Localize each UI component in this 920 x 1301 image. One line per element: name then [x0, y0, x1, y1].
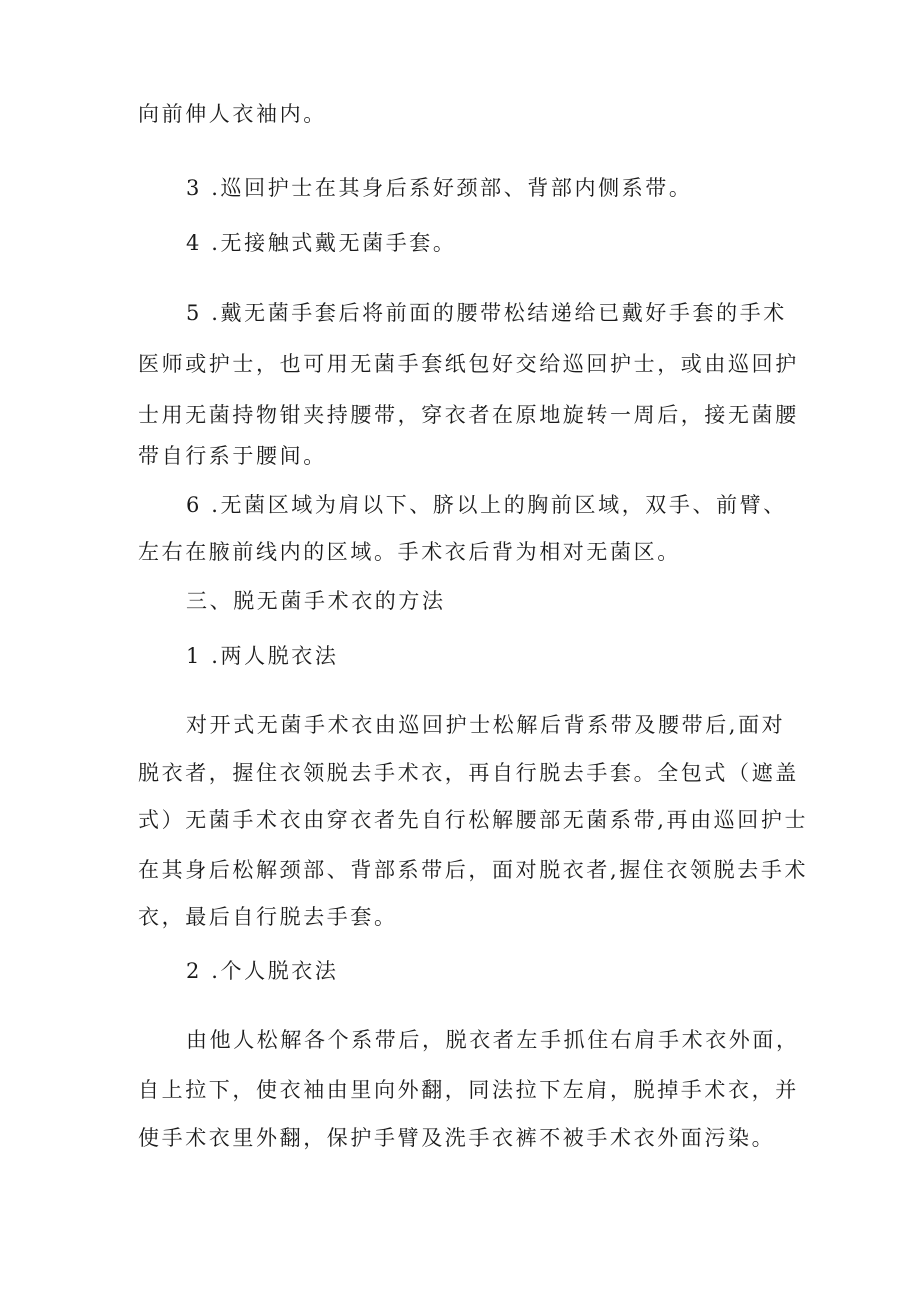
list-item-6: 6 .无菌区域为肩以下、脐以上的胸前区域，双手、前臂、: [186, 493, 787, 517]
paragraph-line: 脱衣者，握住衣领脱去手术衣，再自行脱去手套。全包式（遮盖: [138, 761, 799, 785]
text-line: 向前伸人衣袖内。: [138, 102, 327, 126]
text-line: 士用无菌持物钳夹持腰带，穿衣者在原地旋转一周后，接无菌腰: [138, 403, 799, 427]
paragraph-line: 由他人松解各个系带后，脱衣者左手抓住右肩手术衣外面，: [186, 1028, 800, 1052]
text-line: 左右在腋前线内的区域。手术衣后背为相对无菌区。: [138, 540, 681, 564]
list-item-3: 3 .巡回护士在其身后系好颈部、背部内侧系带。: [186, 176, 693, 200]
paragraph-line: 自上拉下，使衣袖由里向外翻，同法拉下左肩，脱掉手术衣，并: [138, 1078, 799, 1102]
subsection-heading-2: 2 .个人脱衣法: [186, 959, 339, 983]
subsection-heading-1: 1 .两人脱衣法: [186, 644, 339, 668]
list-item-5: 5 .戴无菌手套后将前面的腰带松结递给已戴好手套的手术: [186, 301, 787, 325]
list-item-4: 4 .无接触式戴无菌手套。: [186, 231, 457, 255]
text-line: 带自行系于腰间。: [138, 444, 327, 468]
text-line: 医师或护士，也可用无菌手套纸包好交给巡回护士，或由巡回护: [138, 352, 799, 376]
paragraph-line: 在其身后松解颈部、背部系带后，面对脱衣者,握住衣领脱去手术: [138, 858, 809, 882]
paragraph-line: 使手术衣里外翻，保护手臂及洗手衣裤不被手术衣外面污染。: [138, 1126, 776, 1150]
section-heading: 三、脱无菌手术衣的方法: [186, 589, 446, 613]
paragraph-line: 式）无菌手术衣由穿衣者先自行松解腰部无菌系带,再由巡回护士: [138, 808, 809, 832]
paragraph-line: 衣，最后自行脱去手套。: [138, 905, 398, 929]
paragraph-line: 对开式无菌手术衣由巡回护士松解后背系带及腰带后,面对: [186, 713, 786, 737]
